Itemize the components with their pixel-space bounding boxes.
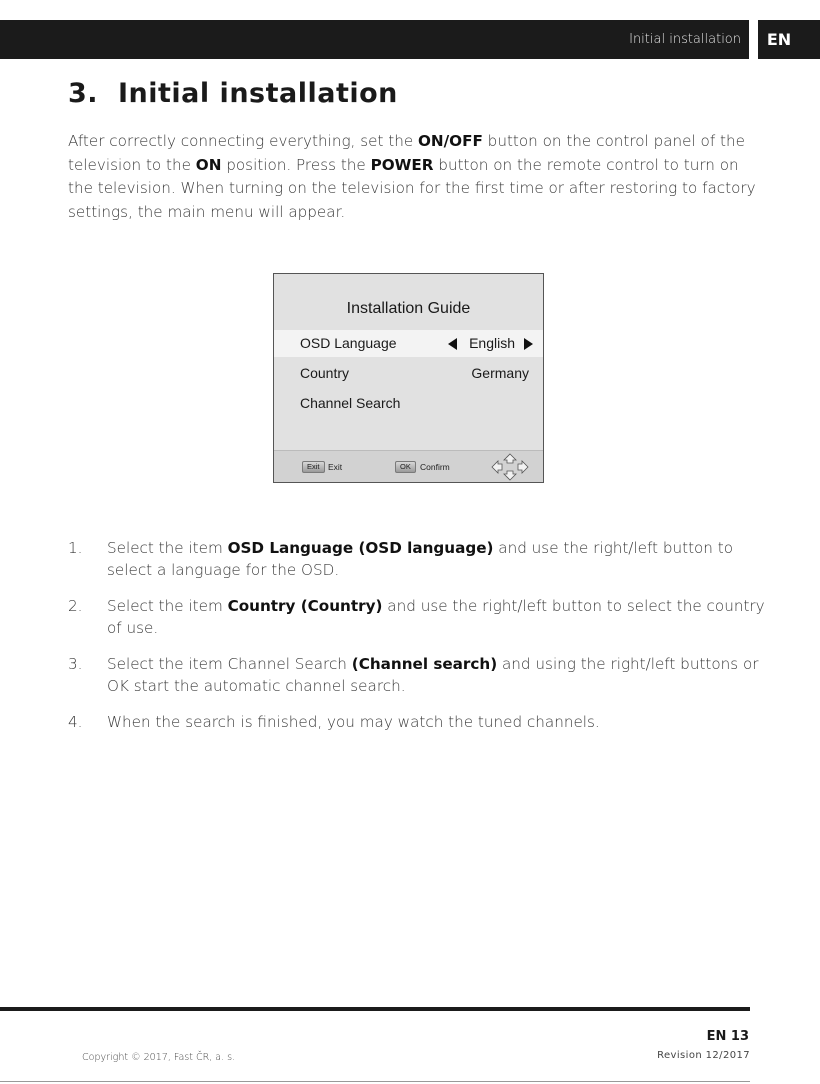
language-tab: EN [758, 20, 820, 59]
steps-list [68, 538, 768, 749]
intro-text-2: button on the control panel of the television to the [68, 132, 745, 174]
bottom-divider [0, 1081, 750, 1082]
arrow-right-icon[interactable] [524, 338, 533, 350]
copyright-text: Copyright © 2017, Fast ČR, a. s. [82, 1052, 236, 1063]
osd-row-language[interactable] [274, 330, 543, 357]
intro-text-3: position. Press the [221, 155, 371, 174]
dpad-navigation-icon [490, 453, 530, 481]
osd-row-channel-search[interactable] [274, 390, 543, 417]
revision-text: Revision 12/2017 [657, 1050, 750, 1061]
step-number: 3. [68, 655, 83, 673]
confirm-label: Confirm [420, 462, 450, 472]
step-text: When the search is finished, you may watch the tuned channels. [107, 713, 600, 731]
section-number: 3. [68, 78, 99, 109]
osd-row-value: Germany [471, 365, 529, 381]
step-text: Select the item [107, 539, 228, 557]
osd-row-value: English [469, 335, 515, 351]
step-text-after: and use the right/left button to select the country of use. [107, 597, 765, 637]
ok-key[interactable]: OK [395, 461, 416, 473]
header-title: Initial installation [629, 32, 741, 47]
intro-bold-on: ON [195, 155, 222, 174]
list-item [68, 538, 768, 581]
step-bold: Country (Country) [227, 597, 383, 615]
osd-row-label: OSD Language [300, 335, 397, 351]
arrow-left-icon[interactable] [448, 338, 457, 350]
intro-paragraph [68, 130, 758, 224]
osd-row-label: Channel Search [300, 395, 401, 411]
step-text-after: and using the right/left buttons or OK start the automatic channel search. [107, 655, 759, 695]
list-item [68, 712, 768, 734]
list-item [68, 596, 768, 639]
osd-installation-guide-screen [273, 273, 544, 483]
exit-key[interactable]: Exit [302, 461, 325, 473]
osd-row-label: Country [300, 365, 350, 381]
step-number: 1. [68, 539, 83, 557]
intro-bold-power: POWER [370, 155, 434, 174]
section-title [68, 78, 398, 109]
header-bar [0, 20, 749, 59]
step-number: 4. [68, 713, 83, 731]
page-number: EN 13 [706, 1029, 749, 1044]
osd-title: Installation Guide [346, 300, 471, 317]
exit-label: Exit [328, 462, 343, 472]
list-item [68, 654, 768, 697]
step-bold: (Channel search) [351, 655, 498, 673]
intro-bold-onoff: ON/OFF [418, 132, 483, 150]
step-number: 2. [68, 597, 83, 615]
footer-divider [0, 1007, 750, 1011]
step-text-after: and use the right/left button to select a language for the OSD. [107, 539, 734, 579]
osd-row-country[interactable] [274, 360, 543, 387]
intro-text-1: After correctly connecting everything, set the [68, 132, 419, 150]
step-text: Select the item Channel Search [107, 655, 352, 673]
osd-language-selector[interactable] [448, 330, 533, 357]
osd-footer [274, 450, 543, 482]
step-bold: OSD Language (OSD language) [227, 539, 494, 557]
step-text: Select the item [107, 597, 228, 615]
section-title-text: Initial installation [118, 78, 398, 109]
intro-text-4: button on the remote control to turn on the television. When turning on the television for the first time or after restoring to factory settings, the main menu will appear. [68, 155, 756, 221]
